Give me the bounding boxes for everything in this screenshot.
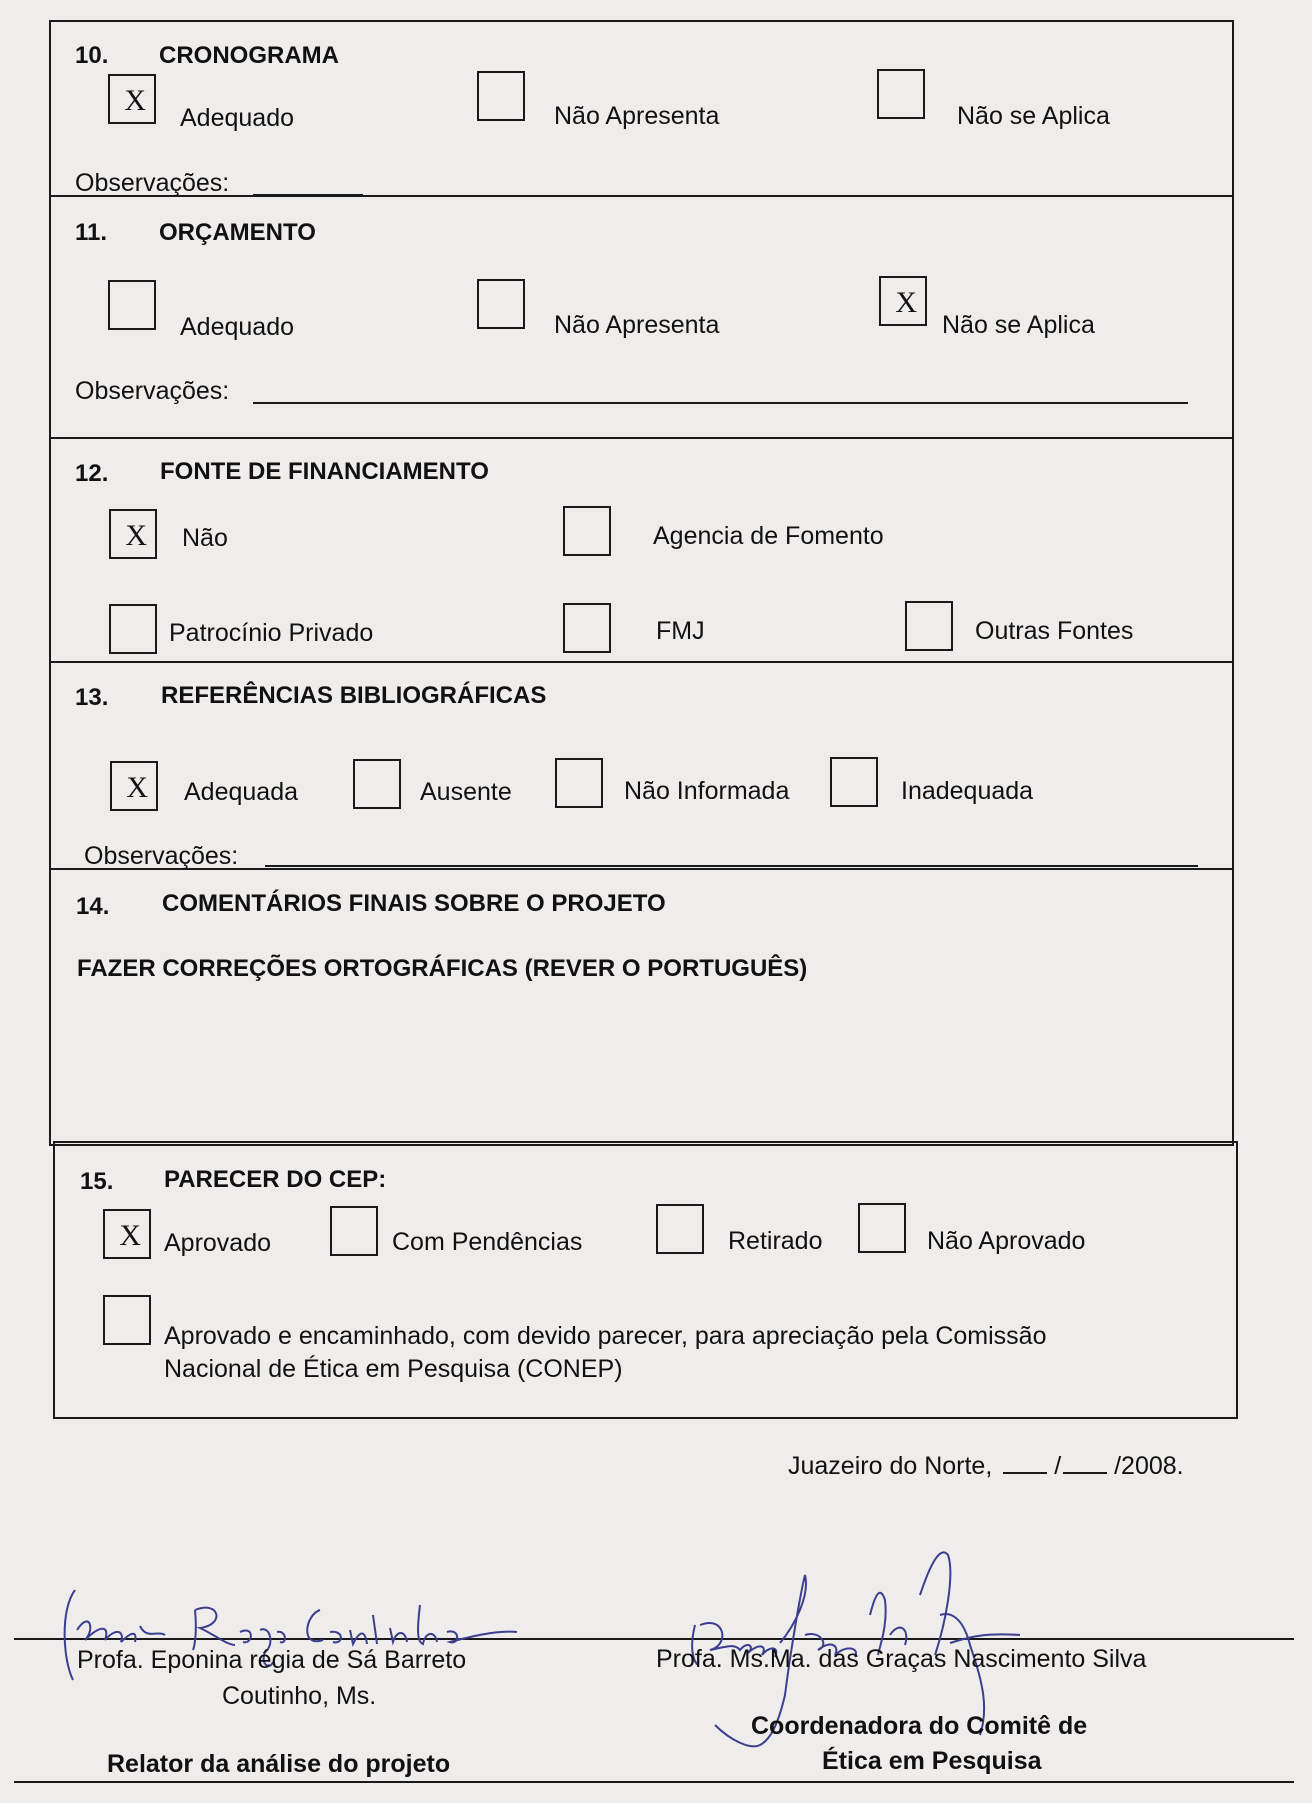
option-label: Outras Fontes bbox=[975, 617, 1134, 645]
date-city: Juazeiro do Norte, bbox=[788, 1452, 993, 1480]
relator-name-line2: Coutinho, Ms. bbox=[222, 1682, 377, 1710]
relator-role: Relator da análise do projeto bbox=[107, 1750, 451, 1778]
checkbox-nao[interactable]: X bbox=[109, 509, 157, 559]
divider-11-12 bbox=[49, 437, 1232, 439]
checkbox-patrocinio-privado[interactable] bbox=[109, 604, 157, 654]
option-label-line2: Nacional de Ética em Pesquisa (CONEP) bbox=[164, 1355, 623, 1383]
option-label: Adequado bbox=[180, 104, 295, 132]
bottom-line bbox=[14, 1781, 1294, 1783]
section-title: FONTE DE FINANCIAMENTO bbox=[160, 458, 489, 485]
observations-field[interactable] bbox=[253, 194, 363, 196]
option-label: Não Apresenta bbox=[554, 311, 720, 339]
option-label: Patrocínio Privado bbox=[169, 619, 374, 647]
checkbox-agencia-de-fomento[interactable] bbox=[563, 506, 611, 556]
checkbox-nao-apresenta[interactable] bbox=[477, 279, 525, 329]
section-number: 11. bbox=[75, 219, 108, 246]
checkbox-fmj[interactable] bbox=[563, 603, 611, 653]
option-label: Não se Aplica bbox=[942, 311, 1095, 339]
option-label: Aprovado e encaminhado, com devido parecer, para apreciação pela Comissão bbox=[164, 1322, 1047, 1350]
checkbox-outras-fontes[interactable] bbox=[905, 601, 953, 651]
option-label: Agencia de Fomento bbox=[653, 522, 884, 550]
observations-label: Observações: bbox=[75, 377, 230, 405]
section-title: PARECER DO CEP: bbox=[164, 1166, 387, 1193]
section-title: ORÇAMENTO bbox=[159, 219, 316, 246]
option-label: Retirado bbox=[728, 1227, 823, 1255]
checkbox-ausente[interactable] bbox=[353, 759, 401, 809]
option-label: Não bbox=[182, 524, 228, 552]
relator-name-line1: Profa. Eponina régia de Sá Barreto bbox=[77, 1646, 467, 1674]
option-label: Não Apresenta bbox=[554, 102, 720, 130]
observations-field[interactable] bbox=[253, 402, 1188, 404]
option-label: FMJ bbox=[656, 617, 705, 645]
option-label: Com Pendências bbox=[392, 1228, 583, 1256]
observations-label: Observações: bbox=[75, 169, 230, 197]
section-title: CRONOGRAMA bbox=[159, 42, 339, 69]
section-number: 10. bbox=[75, 42, 109, 69]
checkbox-nao-se-aplica[interactable] bbox=[877, 69, 925, 119]
checkbox-aprovado[interactable]: X bbox=[103, 1209, 151, 1259]
option-label: Não Informada bbox=[624, 777, 790, 805]
checkbox-nao-informada[interactable] bbox=[555, 758, 603, 808]
section-number: 14. bbox=[76, 893, 110, 920]
option-label: Aprovado bbox=[164, 1229, 272, 1257]
checkbox-adequada[interactable]: X bbox=[110, 761, 158, 811]
checkbox-inadequada[interactable] bbox=[830, 757, 878, 807]
checkbox-aprovado-encaminhado-conep[interactable] bbox=[103, 1295, 151, 1345]
checkbox-nao-apresenta[interactable] bbox=[477, 71, 525, 121]
coordenadora-role-line1: Coordenadora do Comitê de bbox=[751, 1712, 1088, 1740]
option-label: Ausente bbox=[420, 778, 512, 806]
coordenadora-role-line2: Ética em Pesquisa bbox=[822, 1747, 1042, 1775]
date-day-field[interactable] bbox=[1003, 1450, 1047, 1474]
section-number: 15. bbox=[80, 1168, 114, 1195]
checkbox-adequado[interactable] bbox=[108, 280, 156, 330]
section-title: COMENTÁRIOS FINAIS SOBRE O PROJETO bbox=[162, 890, 666, 917]
section-title: REFERÊNCIAS BIBLIOGRÁFICAS bbox=[161, 682, 547, 709]
checkbox-nao-se-aplica[interactable]: X bbox=[879, 276, 927, 326]
section-number: 12. bbox=[75, 460, 109, 487]
date-separator: / bbox=[1054, 1452, 1062, 1480]
checkbox-retirado[interactable] bbox=[656, 1204, 704, 1254]
section-number: 13. bbox=[75, 684, 109, 711]
checkbox-nao-aprovado[interactable] bbox=[858, 1203, 906, 1253]
option-label: Não se Aplica bbox=[957, 102, 1110, 130]
date-line bbox=[788, 1450, 1184, 1481]
option-label: Adequado bbox=[180, 313, 295, 341]
option-label: Inadequada bbox=[901, 777, 1034, 805]
observations-field[interactable] bbox=[265, 865, 1198, 867]
date-month-field[interactable] bbox=[1063, 1450, 1107, 1474]
observations-label: Observações: bbox=[84, 842, 239, 870]
checkbox-adequado[interactable]: X bbox=[108, 74, 156, 124]
final-comment-text: FAZER CORREÇÕES ORTOGRÁFICAS (REVER O PORTUGUÊS) bbox=[77, 955, 808, 982]
date-year: /2008. bbox=[1114, 1452, 1184, 1480]
coordenadora-name: Profa. Ms.Ma. das Graças Nascimento Silva bbox=[656, 1645, 1147, 1673]
divider-12-13 bbox=[49, 661, 1232, 663]
option-label: Não Aprovado bbox=[927, 1227, 1086, 1255]
checkbox-com-pendencias[interactable] bbox=[330, 1206, 378, 1256]
option-label: Adequada bbox=[184, 778, 299, 806]
